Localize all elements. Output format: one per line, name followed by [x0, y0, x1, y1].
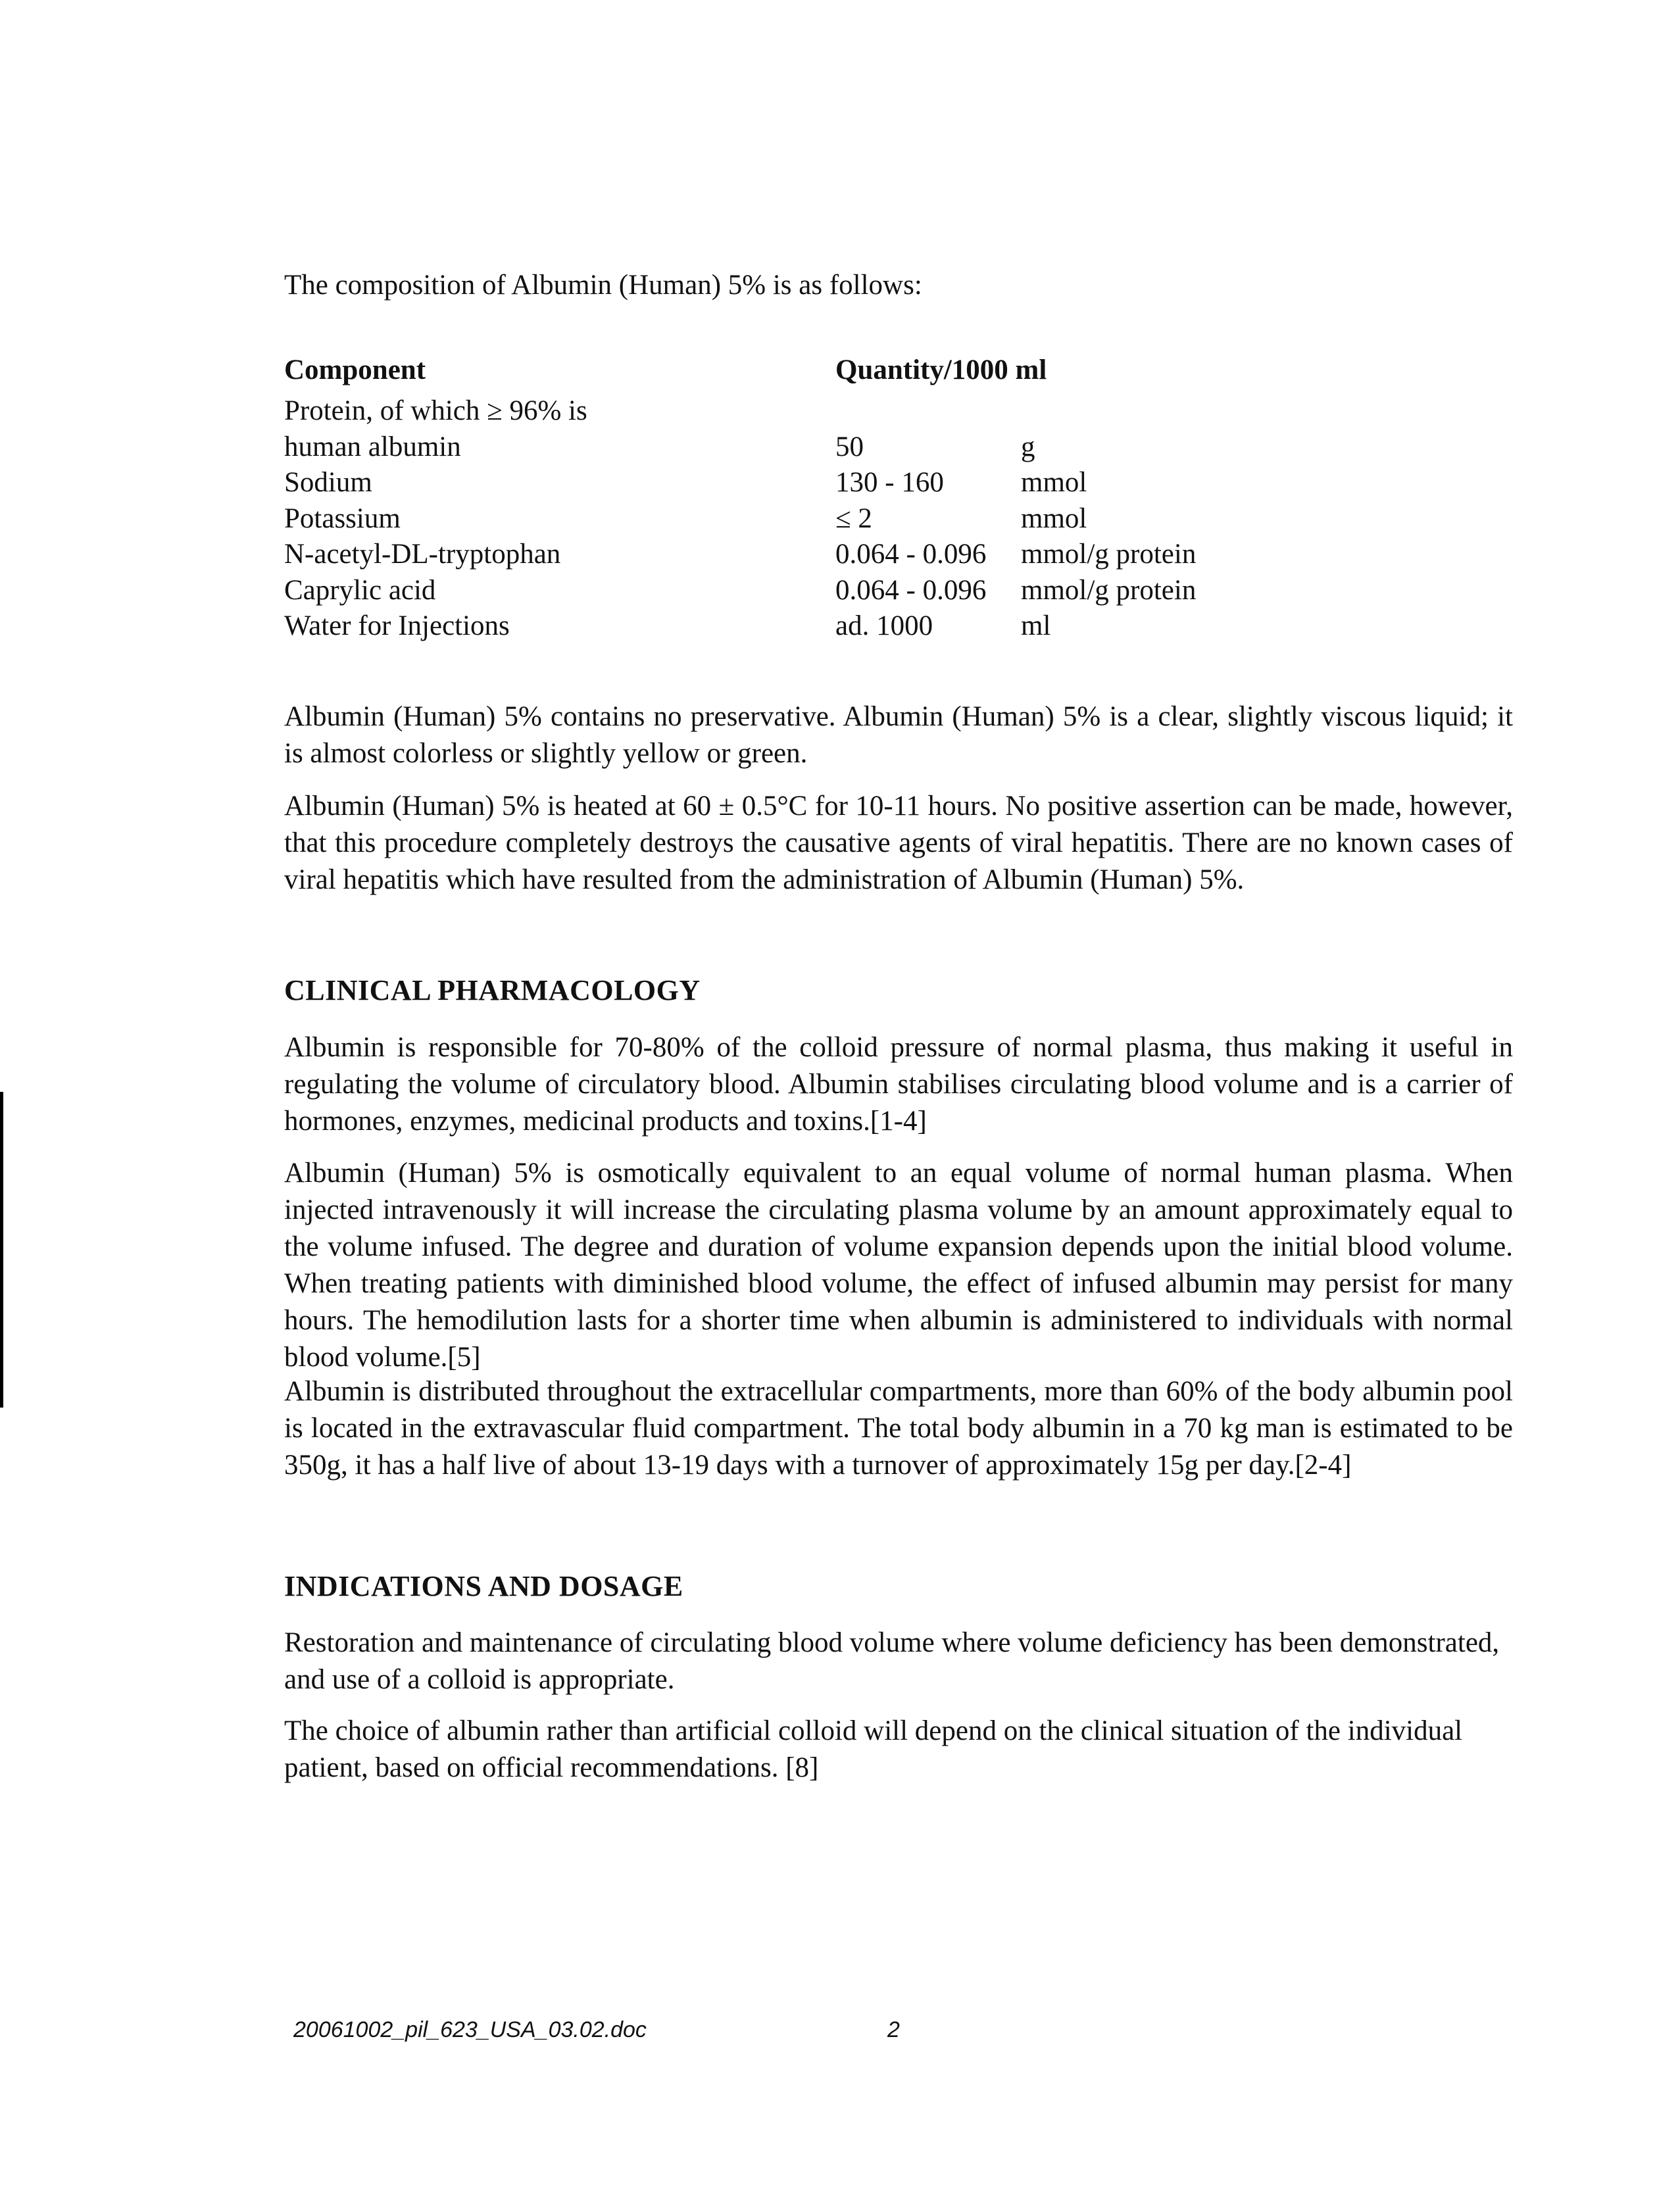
- row-unit: mmol: [1021, 467, 1087, 498]
- indications-paragraph-1: [284, 1625, 1513, 1698]
- description-paragraph-1: [284, 699, 1513, 772]
- table-row: [284, 537, 1337, 573]
- row-unit: mmol/g protein: [1021, 539, 1197, 570]
- paragraph: Albumin is distributed throughout the extracellular compartments, more than 60% of the body albumin pool is located in the extravascular fluid compartment. The total body albumin in a 70 kg man is estimated to be 350g, it has a half live of about 13-19 days with a turnover of approximately 15g per day.[2-4]: [284, 1376, 1513, 1481]
- header-component: Component: [284, 355, 426, 385]
- description-paragraph-2: [284, 788, 1513, 898]
- table-row: [284, 465, 1337, 501]
- row-component: Caprylic acid: [284, 574, 436, 606]
- composition-intro: The composition of Albumin (Human) 5% is as follows:: [284, 270, 922, 301]
- indications-paragraph-2: [284, 1713, 1513, 1786]
- row-component: Water for Injections: [284, 610, 510, 641]
- footer-page-number: 2: [887, 2017, 900, 2042]
- paragraph: Albumin (Human) 5% is osmotically equivalent to an equal volume of normal human plasma. When injected intravenously it will increase the circulating plasma volume by an amount approximately equal to the volume infused. The degree and duration of volume expansion depends upon the initial blood volume. When treating patients with diminished blood volume, the effect of infused albumin may persist for many hours. The hemodilution lasts for a shorter time when albumin is administered to individuals with normal blood volume.[5]: [284, 1158, 1513, 1373]
- row-component: Protein, of which ≥ 96% is: [284, 395, 587, 426]
- row-amount: ≤ 2: [835, 503, 872, 534]
- header-quantity: Quantity/1000 ml: [835, 355, 1047, 385]
- clinical-pharmacology-paragraph-3: [284, 1373, 1513, 1484]
- table-row: [284, 393, 1337, 430]
- row-amount: [835, 393, 1021, 430]
- row-amount: 130 - 160: [835, 467, 944, 498]
- paragraph: Albumin is responsible for 70-80% of the colloid pressure of normal plasma, thus making it useful in regulating the volume of circulatory blood. Albumin stabilises circulating blood volume and is a carrier of hormones, enzymes, medicinal products and toxins.[1-4]: [284, 1032, 1513, 1137]
- row-unit: mmol: [1021, 503, 1087, 534]
- clinical-pharmacology-paragraph-1: [284, 1029, 1513, 1140]
- section-heading-clinical-pharmacology: CLINICAL PHARMACOLOGY: [284, 974, 701, 1006]
- table-row: [284, 501, 1337, 537]
- paragraph: Albumin (Human) 5% is heated at 60 ± 0.5°C for 10-11 hours. No positive assertion can be made, however, that this procedure completely destroys the causative agents of viral hepatitis. There are no known cases of viral hepatitis which have resulted from the administration of Albumin (Human) 5%.: [284, 791, 1513, 895]
- row-unit: [1021, 393, 1337, 430]
- row-component: Sodium: [284, 467, 372, 498]
- row-component: Potassium: [284, 503, 401, 534]
- row-amount: 50: [835, 431, 864, 462]
- paragraph: Restoration and maintenance of circulating blood volume where volume deficiency has been demonstrated, and use of a colloid is appropriate.: [284, 1627, 1500, 1695]
- row-unit: mmol/g protein: [1021, 574, 1197, 606]
- row-amount: 0.064 - 0.096: [835, 574, 987, 606]
- paragraph: The choice of albumin rather than artificial colloid will depend on the clinical situation of the individual patient, based on official recommendations. [8]: [284, 1715, 1463, 1783]
- row-component: N-acetyl-DL-tryptophan: [284, 539, 561, 570]
- row-unit: g: [1021, 431, 1035, 462]
- row-amount: ad. 1000: [835, 610, 933, 641]
- scan-edge-mark: [0, 1092, 3, 1408]
- clinical-pharmacology-paragraph-2: [284, 1155, 1513, 1376]
- paragraph: Albumin (Human) 5% contains no preservative. Albumin (Human) 5% is a clear, slightly viscous liquid; it is almost colorless or slightly yellow or green.: [284, 701, 1513, 769]
- row-amount: 0.064 - 0.096: [835, 539, 987, 570]
- table-header-row: [284, 347, 1337, 393]
- table-row: [284, 573, 1337, 609]
- footer-filename: 20061002_pil_623_USA_03.02.doc: [293, 2017, 647, 2042]
- table-row: [284, 430, 1337, 466]
- table-row: [284, 608, 1337, 645]
- row-component: human albumin: [284, 431, 461, 462]
- row-unit: ml: [1021, 610, 1051, 641]
- section-heading-indications-and-dosage: INDICATIONS AND DOSAGE: [284, 1570, 683, 1602]
- composition-table: [284, 347, 1337, 645]
